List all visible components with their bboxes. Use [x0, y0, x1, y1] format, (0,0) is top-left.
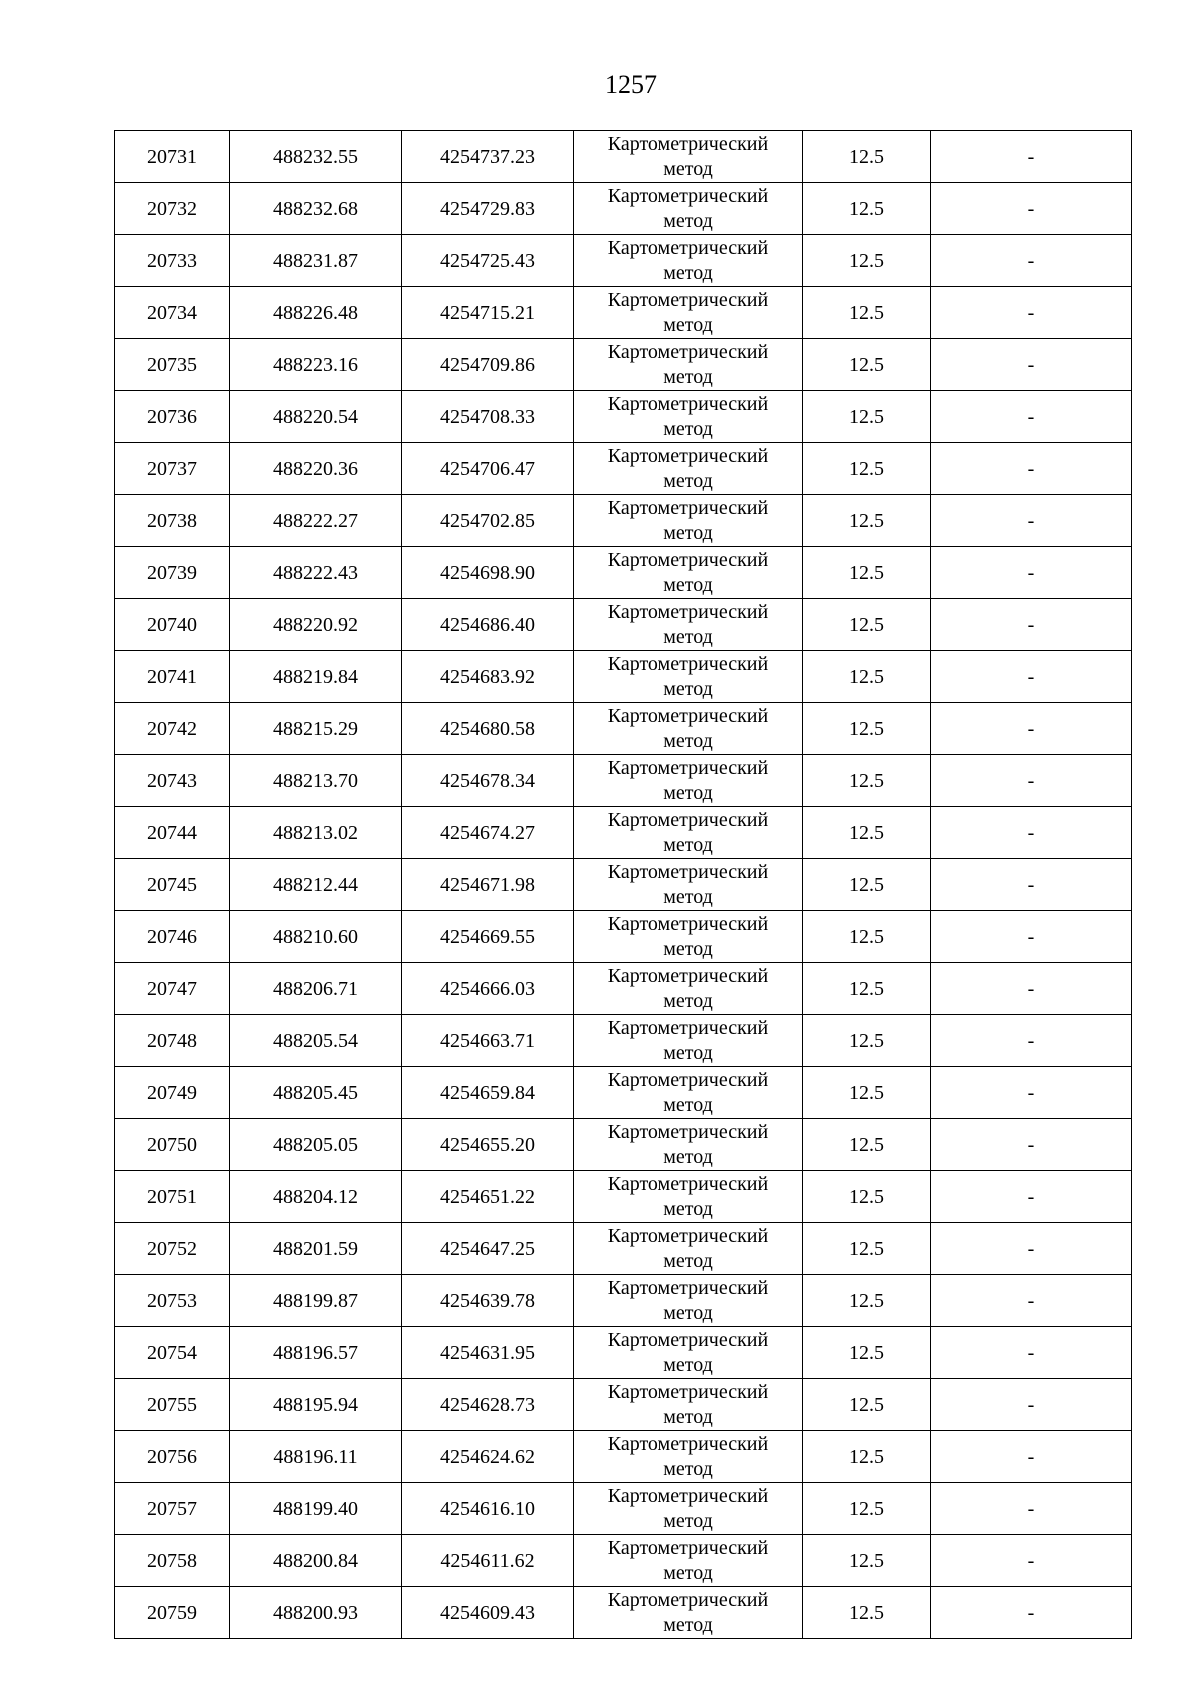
y-coordinate-cell: 4254683.92	[402, 651, 574, 703]
method-cell	[574, 963, 803, 1015]
y-coordinate-cell: 4254659.84	[402, 1067, 574, 1119]
table-row	[115, 911, 1132, 963]
table-row	[115, 963, 1132, 1015]
y-coordinate-cell: 4254715.21	[402, 287, 574, 339]
coordinates-table-body	[115, 131, 1132, 1639]
method-cell	[574, 547, 803, 599]
point-id-cell: 20750	[115, 1119, 230, 1171]
method-cell	[574, 1015, 803, 1067]
x-coordinate-cell: 488201.59	[230, 1223, 402, 1275]
x-coordinate-cell: 488195.94	[230, 1379, 402, 1431]
point-id-cell: 20739	[115, 547, 230, 599]
method-cell	[574, 1327, 803, 1379]
accuracy-cell: 12.5	[803, 807, 931, 859]
x-coordinate-cell: 488226.48	[230, 287, 402, 339]
accuracy-cell: 12.5	[803, 183, 931, 235]
method-line-1: Картометрический	[607, 236, 769, 259]
method-line-1: Картометрический	[607, 652, 769, 675]
method-line-2: метод	[663, 521, 713, 544]
point-id-cell: 20748	[115, 1015, 230, 1067]
x-coordinate-cell: 488199.40	[230, 1483, 402, 1535]
y-coordinate-cell: 4254725.43	[402, 235, 574, 287]
note-cell: -	[931, 1431, 1132, 1483]
y-coordinate-cell: 4254702.85	[402, 495, 574, 547]
point-id-cell: 20755	[115, 1379, 230, 1431]
accuracy-cell: 12.5	[803, 443, 931, 495]
x-coordinate-cell: 488205.45	[230, 1067, 402, 1119]
method-line-2: метод	[663, 1249, 713, 1272]
accuracy-cell: 12.5	[803, 1431, 931, 1483]
method-cell	[574, 339, 803, 391]
x-coordinate-cell: 488220.54	[230, 391, 402, 443]
method-line-1: Картометрический	[607, 600, 769, 623]
x-coordinate-cell: 488232.55	[230, 131, 402, 183]
method-cell	[574, 131, 803, 183]
accuracy-cell: 12.5	[803, 1223, 931, 1275]
note-cell: -	[931, 1223, 1132, 1275]
accuracy-cell: 12.5	[803, 651, 931, 703]
method-line-2: метод	[663, 261, 713, 284]
method-cell	[574, 1431, 803, 1483]
method-line-1: Картометрический	[607, 1224, 769, 1247]
method-cell	[574, 1483, 803, 1535]
accuracy-cell: 12.5	[803, 1067, 931, 1119]
method-line-1: Картометрический	[607, 1172, 769, 1195]
point-id-cell: 20752	[115, 1223, 230, 1275]
table-row	[115, 755, 1132, 807]
y-coordinate-cell: 4254666.03	[402, 963, 574, 1015]
method-line-1: Картометрический	[607, 912, 769, 935]
table-row	[115, 1275, 1132, 1327]
point-id-cell: 20759	[115, 1587, 230, 1639]
point-id-cell: 20742	[115, 703, 230, 755]
note-cell: -	[931, 859, 1132, 911]
note-cell: -	[931, 1171, 1132, 1223]
method-line-1: Картометрический	[607, 1380, 769, 1403]
point-id-cell: 20741	[115, 651, 230, 703]
y-coordinate-cell: 4254671.98	[402, 859, 574, 911]
y-coordinate-cell: 4254729.83	[402, 183, 574, 235]
method-line-2: метод	[663, 417, 713, 440]
accuracy-cell: 12.5	[803, 131, 931, 183]
table-row	[115, 547, 1132, 599]
y-coordinate-cell: 4254631.95	[402, 1327, 574, 1379]
method-cell	[574, 1535, 803, 1587]
method-line-2: метод	[663, 1301, 713, 1324]
x-coordinate-cell: 488220.36	[230, 443, 402, 495]
x-coordinate-cell: 488204.12	[230, 1171, 402, 1223]
y-coordinate-cell: 4254655.20	[402, 1119, 574, 1171]
method-line-2: метод	[663, 1561, 713, 1584]
method-cell	[574, 1171, 803, 1223]
note-cell: -	[931, 443, 1132, 495]
coordinates-table	[114, 130, 1132, 1639]
x-coordinate-cell: 488219.84	[230, 651, 402, 703]
y-coordinate-cell: 4254651.22	[402, 1171, 574, 1223]
x-coordinate-cell: 488220.92	[230, 599, 402, 651]
method-line-2: метод	[663, 1041, 713, 1064]
point-id-cell: 20732	[115, 183, 230, 235]
y-coordinate-cell: 4254737.23	[402, 131, 574, 183]
method-cell	[574, 235, 803, 287]
table-row	[115, 859, 1132, 911]
accuracy-cell: 12.5	[803, 755, 931, 807]
point-id-cell: 20731	[115, 131, 230, 183]
accuracy-cell: 12.5	[803, 235, 931, 287]
point-id-cell: 20758	[115, 1535, 230, 1587]
method-line-2: метод	[663, 989, 713, 1012]
x-coordinate-cell: 488222.43	[230, 547, 402, 599]
note-cell: -	[931, 599, 1132, 651]
accuracy-cell: 12.5	[803, 1379, 931, 1431]
method-cell	[574, 1275, 803, 1327]
table-row	[115, 183, 1132, 235]
note-cell: -	[931, 1379, 1132, 1431]
page-number: 1257	[605, 70, 657, 99]
method-line-2: метод	[663, 1353, 713, 1376]
point-id-cell: 20747	[115, 963, 230, 1015]
x-coordinate-cell: 488215.29	[230, 703, 402, 755]
point-id-cell: 20756	[115, 1431, 230, 1483]
accuracy-cell: 12.5	[803, 339, 931, 391]
table-row	[115, 651, 1132, 703]
method-cell	[574, 391, 803, 443]
method-line-1: Картометрический	[607, 1328, 769, 1351]
method-line-2: метод	[663, 469, 713, 492]
table-row	[115, 1327, 1132, 1379]
y-coordinate-cell: 4254639.78	[402, 1275, 574, 1327]
y-coordinate-cell: 4254663.71	[402, 1015, 574, 1067]
accuracy-cell: 12.5	[803, 859, 931, 911]
x-coordinate-cell: 488199.87	[230, 1275, 402, 1327]
method-cell	[574, 1379, 803, 1431]
y-coordinate-cell: 4254698.90	[402, 547, 574, 599]
accuracy-cell: 12.5	[803, 391, 931, 443]
method-line-2: метод	[663, 209, 713, 232]
method-line-1: Картометрический	[607, 288, 769, 311]
x-coordinate-cell: 488200.93	[230, 1587, 402, 1639]
accuracy-cell: 12.5	[803, 963, 931, 1015]
method-cell	[574, 1067, 803, 1119]
table-row	[115, 131, 1132, 183]
point-id-cell: 20754	[115, 1327, 230, 1379]
method-line-2: метод	[663, 1145, 713, 1168]
x-coordinate-cell: 488206.71	[230, 963, 402, 1015]
x-coordinate-cell: 488200.84	[230, 1535, 402, 1587]
method-line-1: Картометрический	[607, 1068, 769, 1091]
table-row	[115, 1535, 1132, 1587]
x-coordinate-cell: 488222.27	[230, 495, 402, 547]
y-coordinate-cell: 4254611.62	[402, 1535, 574, 1587]
method-line-1: Картометрический	[607, 340, 769, 363]
note-cell: -	[931, 1275, 1132, 1327]
x-coordinate-cell: 488205.05	[230, 1119, 402, 1171]
table-row	[115, 391, 1132, 443]
note-cell: -	[931, 287, 1132, 339]
accuracy-cell: 12.5	[803, 1535, 931, 1587]
y-coordinate-cell: 4254647.25	[402, 1223, 574, 1275]
y-coordinate-cell: 4254616.10	[402, 1483, 574, 1535]
note-cell: -	[931, 651, 1132, 703]
note-cell: -	[931, 755, 1132, 807]
x-coordinate-cell: 488210.60	[230, 911, 402, 963]
accuracy-cell: 12.5	[803, 703, 931, 755]
method-cell	[574, 651, 803, 703]
note-cell: -	[931, 235, 1132, 287]
point-id-cell: 20737	[115, 443, 230, 495]
accuracy-cell: 12.5	[803, 1119, 931, 1171]
point-id-cell: 20746	[115, 911, 230, 963]
method-cell	[574, 287, 803, 339]
note-cell: -	[931, 807, 1132, 859]
note-cell: -	[931, 1119, 1132, 1171]
method-line-1: Картометрический	[607, 1276, 769, 1299]
point-id-cell: 20733	[115, 235, 230, 287]
method-line-1: Картометрический	[607, 1016, 769, 1039]
method-line-1: Картометрический	[607, 132, 769, 155]
table-row	[115, 495, 1132, 547]
method-line-2: метод	[663, 937, 713, 960]
method-line-1: Картометрический	[607, 1484, 769, 1507]
note-cell: -	[931, 1483, 1132, 1535]
y-coordinate-cell: 4254624.62	[402, 1431, 574, 1483]
point-id-cell: 20740	[115, 599, 230, 651]
table-row	[115, 599, 1132, 651]
accuracy-cell: 12.5	[803, 599, 931, 651]
method-line-1: Картометрический	[607, 1432, 769, 1455]
y-coordinate-cell: 4254669.55	[402, 911, 574, 963]
note-cell: -	[931, 1015, 1132, 1067]
method-cell	[574, 599, 803, 651]
method-line-1: Картометрический	[607, 1588, 769, 1611]
note-cell: -	[931, 183, 1132, 235]
note-cell: -	[931, 339, 1132, 391]
table-row	[115, 235, 1132, 287]
method-line-1: Картометрический	[607, 860, 769, 883]
y-coordinate-cell: 4254709.86	[402, 339, 574, 391]
point-id-cell: 20734	[115, 287, 230, 339]
point-id-cell: 20757	[115, 1483, 230, 1535]
y-coordinate-cell: 4254678.34	[402, 755, 574, 807]
accuracy-cell: 12.5	[803, 495, 931, 547]
method-cell	[574, 807, 803, 859]
x-coordinate-cell: 488223.16	[230, 339, 402, 391]
note-cell: -	[931, 131, 1132, 183]
table-row	[115, 807, 1132, 859]
x-coordinate-cell: 488232.68	[230, 183, 402, 235]
method-line-2: метод	[663, 677, 713, 700]
method-cell	[574, 859, 803, 911]
note-cell: -	[931, 963, 1132, 1015]
method-line-2: метод	[663, 1613, 713, 1636]
note-cell: -	[931, 1067, 1132, 1119]
method-line-1: Картометрический	[607, 444, 769, 467]
method-cell	[574, 755, 803, 807]
table-row	[115, 1015, 1132, 1067]
note-cell: -	[931, 391, 1132, 443]
accuracy-cell: 12.5	[803, 1275, 931, 1327]
method-line-2: метод	[663, 1457, 713, 1480]
table-row	[115, 703, 1132, 755]
method-line-2: метод	[663, 573, 713, 596]
point-id-cell: 20735	[115, 339, 230, 391]
accuracy-cell: 12.5	[803, 1587, 931, 1639]
method-cell	[574, 1587, 803, 1639]
table-row	[115, 443, 1132, 495]
method-cell	[574, 443, 803, 495]
note-cell: -	[931, 1327, 1132, 1379]
point-id-cell: 20751	[115, 1171, 230, 1223]
method-line-2: метод	[663, 885, 713, 908]
method-line-2: метод	[663, 365, 713, 388]
method-cell	[574, 495, 803, 547]
table-row	[115, 339, 1132, 391]
y-coordinate-cell: 4254686.40	[402, 599, 574, 651]
method-line-2: метод	[663, 625, 713, 648]
method-line-1: Картометрический	[607, 1536, 769, 1559]
method-line-1: Картометрический	[607, 1120, 769, 1143]
table-row	[115, 1223, 1132, 1275]
method-line-2: метод	[663, 1093, 713, 1116]
note-cell: -	[931, 1535, 1132, 1587]
accuracy-cell: 12.5	[803, 1483, 931, 1535]
note-cell: -	[931, 703, 1132, 755]
y-coordinate-cell: 4254674.27	[402, 807, 574, 859]
method-line-1: Картометрический	[607, 548, 769, 571]
method-line-2: метод	[663, 313, 713, 336]
x-coordinate-cell: 488213.02	[230, 807, 402, 859]
point-id-cell: 20753	[115, 1275, 230, 1327]
point-id-cell: 20744	[115, 807, 230, 859]
y-coordinate-cell: 4254628.73	[402, 1379, 574, 1431]
note-cell: -	[931, 495, 1132, 547]
accuracy-cell: 12.5	[803, 547, 931, 599]
point-id-cell: 20738	[115, 495, 230, 547]
method-line-1: Картометрический	[607, 808, 769, 831]
method-line-1: Картометрический	[607, 184, 769, 207]
method-line-2: метод	[663, 1197, 713, 1220]
method-cell	[574, 1119, 803, 1171]
method-line-1: Картометрический	[607, 704, 769, 727]
accuracy-cell: 12.5	[803, 911, 931, 963]
method-cell	[574, 911, 803, 963]
point-id-cell: 20745	[115, 859, 230, 911]
point-id-cell: 20736	[115, 391, 230, 443]
point-id-cell: 20749	[115, 1067, 230, 1119]
accuracy-cell: 12.5	[803, 1171, 931, 1223]
table-row	[115, 1483, 1132, 1535]
point-id-cell: 20743	[115, 755, 230, 807]
method-line-2: метод	[663, 781, 713, 804]
x-coordinate-cell: 488205.54	[230, 1015, 402, 1067]
y-coordinate-cell: 4254609.43	[402, 1587, 574, 1639]
x-coordinate-cell: 488213.70	[230, 755, 402, 807]
method-line-2: метод	[663, 157, 713, 180]
method-line-2: метод	[663, 833, 713, 856]
accuracy-cell: 12.5	[803, 1015, 931, 1067]
accuracy-cell: 12.5	[803, 287, 931, 339]
y-coordinate-cell: 4254708.33	[402, 391, 574, 443]
method-cell	[574, 1223, 803, 1275]
method-line-1: Картометрический	[607, 756, 769, 779]
method-line-1: Картометрический	[607, 964, 769, 987]
table-row	[115, 1431, 1132, 1483]
method-line-1: Картометрический	[607, 392, 769, 415]
x-coordinate-cell: 488196.11	[230, 1431, 402, 1483]
accuracy-cell: 12.5	[803, 1327, 931, 1379]
y-coordinate-cell: 4254680.58	[402, 703, 574, 755]
note-cell: -	[931, 1587, 1132, 1639]
method-cell	[574, 703, 803, 755]
table-row	[115, 1379, 1132, 1431]
method-line-2: метод	[663, 1509, 713, 1532]
note-cell: -	[931, 547, 1132, 599]
table-row	[115, 287, 1132, 339]
table-row	[115, 1119, 1132, 1171]
method-line-2: метод	[663, 1405, 713, 1428]
table-row	[115, 1067, 1132, 1119]
table-row	[115, 1587, 1132, 1639]
method-cell	[574, 183, 803, 235]
table-row	[115, 1171, 1132, 1223]
x-coordinate-cell: 488212.44	[230, 859, 402, 911]
method-line-1: Картометрический	[607, 496, 769, 519]
y-coordinate-cell: 4254706.47	[402, 443, 574, 495]
x-coordinate-cell: 488196.57	[230, 1327, 402, 1379]
method-line-2: метод	[663, 729, 713, 752]
note-cell: -	[931, 911, 1132, 963]
x-coordinate-cell: 488231.87	[230, 235, 402, 287]
